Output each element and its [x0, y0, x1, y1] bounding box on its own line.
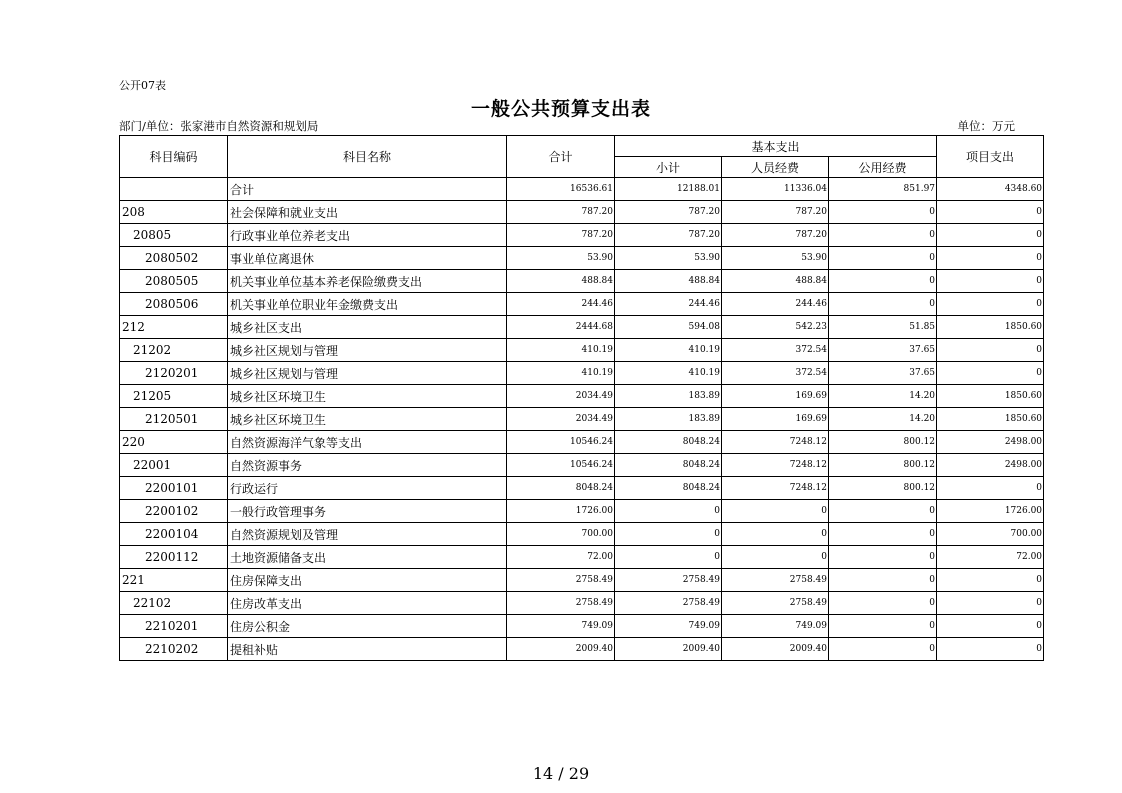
row-name: 城乡社区支出 [228, 316, 507, 339]
table-row [120, 408, 1044, 431]
row-personnel: 169.69 [722, 385, 829, 408]
header-subtotal: 小计 [615, 157, 722, 178]
row-total: 787.20 [507, 224, 615, 247]
row-code: 2200104 [120, 523, 228, 546]
row-public: 0 [829, 546, 937, 569]
row-name: 自然资源规划及管理 [228, 523, 507, 546]
row-total: 700.00 [507, 523, 615, 546]
table-row [120, 477, 1044, 500]
table-row [120, 638, 1044, 661]
row-total: 410.19 [507, 362, 615, 385]
header-public: 公用经费 [829, 157, 937, 178]
row-total: 749.09 [507, 615, 615, 638]
row-code: 2200112 [120, 546, 228, 569]
row-project: 1726.00 [937, 500, 1044, 523]
row-total: 488.84 [507, 270, 615, 293]
row-public: 0 [829, 592, 937, 615]
row-total: 2034.49 [507, 408, 615, 431]
row-personnel: 372.54 [722, 339, 829, 362]
row-project: 1850.60 [937, 385, 1044, 408]
row-public: 14.20 [829, 408, 937, 431]
row-total: 2034.49 [507, 385, 615, 408]
row-name: 机关事业单位基本养老保险缴费支出 [228, 270, 507, 293]
row-public: 800.12 [829, 454, 937, 477]
row-subtotal: 594.08 [615, 316, 722, 339]
row-personnel: 0 [722, 546, 829, 569]
row-project: 0 [937, 247, 1044, 270]
table-row [120, 546, 1044, 569]
table-row [120, 569, 1044, 592]
row-subtotal: 8048.24 [615, 477, 722, 500]
row-public: 0 [829, 247, 937, 270]
row-personnel: 11336.04 [722, 178, 829, 201]
row-name: 自然资源事务 [228, 454, 507, 477]
row-project: 1850.60 [937, 408, 1044, 431]
table-row [120, 247, 1044, 270]
row-name: 机关事业单位职业年金缴费支出 [228, 293, 507, 316]
row-subtotal: 244.46 [615, 293, 722, 316]
row-code: 2120201 [120, 362, 228, 385]
row-total: 10546.24 [507, 454, 615, 477]
row-code: 220 [120, 431, 228, 454]
row-personnel: 787.20 [722, 224, 829, 247]
header-name: 科目名称 [228, 136, 507, 178]
row-public: 851.97 [829, 178, 937, 201]
row-public: 14.20 [829, 385, 937, 408]
row-personnel: 787.20 [722, 201, 829, 224]
row-personnel: 372.54 [722, 362, 829, 385]
row-total: 8048.24 [507, 477, 615, 500]
row-total: 410.19 [507, 339, 615, 362]
row-project: 700.00 [937, 523, 1044, 546]
table-row [120, 316, 1044, 339]
row-personnel: 2758.49 [722, 592, 829, 615]
row-total: 2009.40 [507, 638, 615, 661]
row-project: 4348.60 [937, 178, 1044, 201]
table-row [120, 178, 1044, 201]
row-public: 0 [829, 569, 937, 592]
row-project: 72.00 [937, 546, 1044, 569]
row-name: 城乡社区环境卫生 [228, 408, 507, 431]
table-body [120, 178, 1044, 661]
row-code: 20805 [120, 224, 228, 247]
row-personnel: 7248.12 [722, 477, 829, 500]
row-total: 2758.49 [507, 592, 615, 615]
table-row [120, 592, 1044, 615]
row-code: 2210201 [120, 615, 228, 638]
row-personnel: 0 [722, 500, 829, 523]
row-project: 0 [937, 362, 1044, 385]
row-total: 72.00 [507, 546, 615, 569]
row-personnel: 7248.12 [722, 454, 829, 477]
row-subtotal: 2758.49 [615, 592, 722, 615]
row-project: 0 [937, 592, 1044, 615]
table-row [120, 500, 1044, 523]
row-code: 2200102 [120, 500, 228, 523]
row-name: 住房公积金 [228, 615, 507, 638]
row-name: 自然资源海洋气象等支出 [228, 431, 507, 454]
row-public: 0 [829, 615, 937, 638]
row-subtotal: 12188.01 [615, 178, 722, 201]
row-code: 22102 [120, 592, 228, 615]
row-public: 37.65 [829, 339, 937, 362]
row-subtotal: 8048.24 [615, 454, 722, 477]
row-subtotal: 749.09 [615, 615, 722, 638]
row-subtotal: 53.90 [615, 247, 722, 270]
row-personnel: 0 [722, 523, 829, 546]
row-public: 0 [829, 638, 937, 661]
row-public: 51.85 [829, 316, 937, 339]
table-row [120, 224, 1044, 247]
row-subtotal: 0 [615, 523, 722, 546]
page-indicator: 14 / 29 [532, 764, 590, 783]
row-subtotal: 410.19 [615, 362, 722, 385]
row-personnel: 488.84 [722, 270, 829, 293]
row-name: 住房改革支出 [228, 592, 507, 615]
row-code: 21205 [120, 385, 228, 408]
row-name: 行政事业单位养老支出 [228, 224, 507, 247]
header-basic: 基本支出 [615, 136, 937, 157]
form-number: 公开07表 [119, 79, 166, 92]
header-project: 项目支出 [937, 136, 1044, 178]
row-code: 2200101 [120, 477, 228, 500]
row-name: 土地资源储备支出 [228, 546, 507, 569]
row-name: 城乡社区规划与管理 [228, 362, 507, 385]
row-subtotal: 787.20 [615, 224, 722, 247]
row-code: 22001 [120, 454, 228, 477]
page-title: 一般公共预算支出表 [470, 98, 651, 120]
header-personnel: 人员经费 [722, 157, 829, 178]
row-personnel: 244.46 [722, 293, 829, 316]
table-row [120, 201, 1044, 224]
department-label: 部门/单位：张家港市自然资源和规划局 [119, 119, 319, 133]
table-row [120, 454, 1044, 477]
row-subtotal: 488.84 [615, 270, 722, 293]
row-name: 行政运行 [228, 477, 507, 500]
row-project: 0 [937, 293, 1044, 316]
row-total: 2758.49 [507, 569, 615, 592]
row-project: 1850.60 [937, 316, 1044, 339]
row-project: 0 [937, 339, 1044, 362]
row-subtotal: 2758.49 [615, 569, 722, 592]
row-project: 0 [937, 224, 1044, 247]
row-project: 0 [937, 477, 1044, 500]
row-project: 2498.00 [937, 431, 1044, 454]
row-name: 事业单位离退休 [228, 247, 507, 270]
row-code: 2210202 [120, 638, 228, 661]
row-name: 城乡社区规划与管理 [228, 339, 507, 362]
row-code: 221 [120, 569, 228, 592]
row-personnel: 2009.40 [722, 638, 829, 661]
row-project: 0 [937, 638, 1044, 661]
row-subtotal: 787.20 [615, 201, 722, 224]
row-code: 2080506 [120, 293, 228, 316]
row-public: 0 [829, 201, 937, 224]
row-total: 10546.24 [507, 431, 615, 454]
table-row [120, 293, 1044, 316]
row-subtotal: 2009.40 [615, 638, 722, 661]
row-project: 0 [937, 569, 1044, 592]
row-public: 800.12 [829, 477, 937, 500]
row-project: 2498.00 [937, 454, 1044, 477]
table-row [120, 431, 1044, 454]
row-name: 提租补贴 [228, 638, 507, 661]
unit-label: 单位：万元 [957, 119, 1015, 133]
row-code: 212 [120, 316, 228, 339]
row-personnel: 7248.12 [722, 431, 829, 454]
row-subtotal: 183.89 [615, 385, 722, 408]
table-row [120, 339, 1044, 362]
row-subtotal: 8048.24 [615, 431, 722, 454]
row-total: 2444.68 [507, 316, 615, 339]
row-code: 21202 [120, 339, 228, 362]
row-personnel: 749.09 [722, 615, 829, 638]
row-name: 住房保障支出 [228, 569, 507, 592]
table-row [120, 362, 1044, 385]
row-subtotal: 0 [615, 500, 722, 523]
row-code: 208 [120, 201, 228, 224]
row-code: 2120501 [120, 408, 228, 431]
row-public: 37.65 [829, 362, 937, 385]
budget-table [119, 135, 1044, 661]
row-total: 244.46 [507, 293, 615, 316]
row-total: 787.20 [507, 201, 615, 224]
row-name: 一般行政管理事务 [228, 500, 507, 523]
row-personnel: 169.69 [722, 408, 829, 431]
row-name: 城乡社区环境卫生 [228, 385, 507, 408]
row-subtotal: 183.89 [615, 408, 722, 431]
row-public: 0 [829, 500, 937, 523]
row-personnel: 2758.49 [722, 569, 829, 592]
header-total: 合计 [507, 136, 615, 178]
row-subtotal: 410.19 [615, 339, 722, 362]
table-row [120, 385, 1044, 408]
table-row [120, 523, 1044, 546]
row-public: 0 [829, 293, 937, 316]
row-personnel: 53.90 [722, 247, 829, 270]
row-personnel: 542.23 [722, 316, 829, 339]
row-total: 53.90 [507, 247, 615, 270]
row-name: 社会保障和就业支出 [228, 201, 507, 224]
row-project: 0 [937, 615, 1044, 638]
row-name: 合计 [228, 178, 507, 201]
row-public: 0 [829, 523, 937, 546]
row-total: 1726.00 [507, 500, 615, 523]
row-code [120, 178, 228, 201]
table-row [120, 615, 1044, 638]
row-subtotal: 0 [615, 546, 722, 569]
row-public: 800.12 [829, 431, 937, 454]
row-code: 2080502 [120, 247, 228, 270]
row-public: 0 [829, 224, 937, 247]
row-project: 0 [937, 270, 1044, 293]
row-code: 2080505 [120, 270, 228, 293]
row-total: 16536.61 [507, 178, 615, 201]
row-public: 0 [829, 270, 937, 293]
header-code: 科目编码 [120, 136, 228, 178]
row-project: 0 [937, 201, 1044, 224]
table-row [120, 270, 1044, 293]
